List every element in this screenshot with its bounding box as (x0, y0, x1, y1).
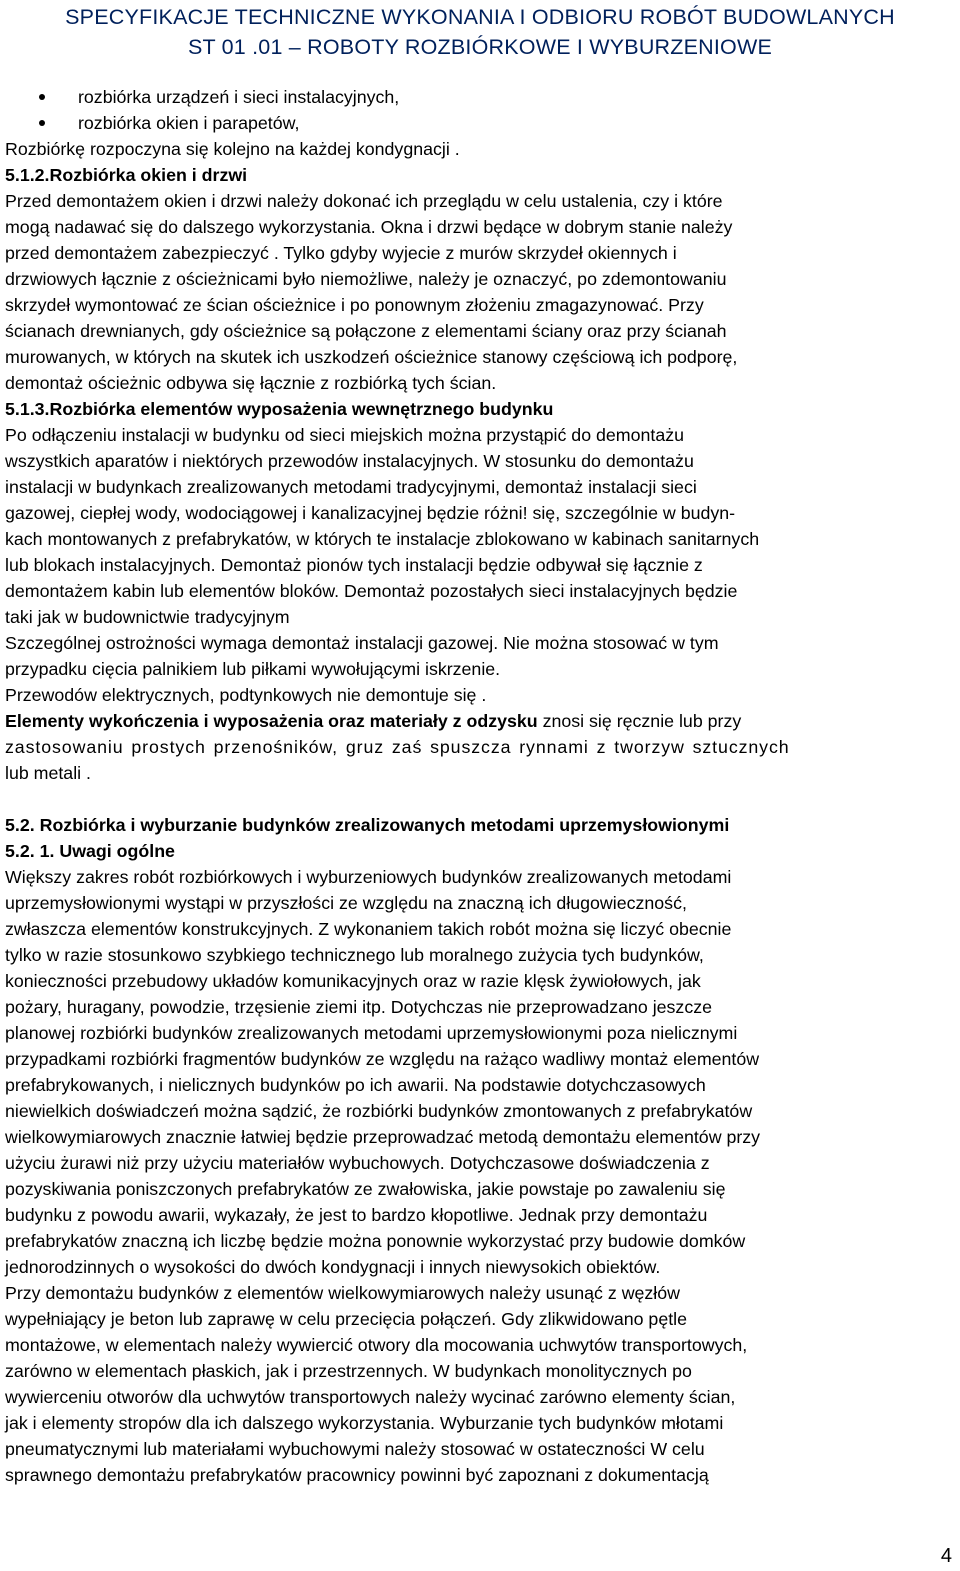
list-item (5, 110, 955, 136)
paragraph-line: jednorodzinnych o wysokości do dwóch kondygnacji i innych niewysokich obiektów. (5, 1257, 661, 1277)
paragraph-line: przed demontażem zabezpieczyć . Tylko gdyby wyjecie z murów skrzydeł okiennych i (5, 243, 677, 263)
paragraph-line: skrzydeł wymontować ze ścian ościeżnice i po ponownym złożeniu zmagazynować. Przy (5, 295, 704, 315)
list-item-text: rozbiórka urządzeń i sieci instalacyjnych, (78, 87, 400, 107)
bullet-icon (39, 94, 45, 100)
paragraph-line: Przewodów elektrycznych, podtynkowych nie demontuje się . (5, 685, 487, 705)
paragraph-line: drzwiowych łącznie z ościeżnicami było niemożliwe, należy je oznaczyć, po zdemontowaniu (5, 269, 727, 289)
section-heading-5-1-2 (5, 162, 955, 188)
paragraph-line: Przy demontażu budynków z elementów wielkowymiarowych należy usunąć z węzłów (5, 1283, 680, 1303)
list-item-text: rozbiórka okien i parapetów, (78, 113, 300, 133)
paragraph-line: pozyskiwania poniszczonych prefabrykatów ze zwałowiska, jakie powstaje po zawaleniu się (5, 1179, 726, 1199)
paragraph-line: jak i elementy stropów dla ich dalszego wykorzystania. Wyburzanie tych budynków młotami (5, 1413, 724, 1433)
section-number: 5.1.2. (5, 165, 50, 185)
section-title: 5.2. Rozbiórka i wyburzanie budynków zrealizowanych metodami uprzemysłowionymi (5, 815, 730, 835)
paragraph-line: Rozbiórkę rozpoczyna się kolejno na każdej kondygnacji . (5, 139, 460, 159)
paragraph-line: sprawnego demontażu prefabrykatów pracownicy powinni być zapoznani z dokumentacją (5, 1465, 709, 1485)
paragraph-line: demontaż ościeżnic odbywa się łącznie z rozbiórką tych ścian. (5, 373, 497, 393)
paragraph-line: instalacji w budynkach zrealizowanych metodami tradycyjnymi, demontaż instalacji sieci (5, 477, 697, 497)
paragraph-line: ścianach drewnianych, gdy ościeżnice są połączone z elementami ściany oraz przy ścianah (5, 321, 727, 341)
section-title: 5.2. 1. Uwagi ogólne (5, 841, 175, 861)
paragraph-line (5, 708, 955, 734)
paragraph-line: lub blokach instalacyjnych. Demontaż pionów tych instalacji będzie odbywał się łącznie z (5, 555, 703, 575)
page-number: 4 (940, 1545, 952, 1567)
paragraph-line: planowej rozbiórki budynków zrealizowanych metodami uprzemysłowionymi poza nielicznymi (5, 1023, 738, 1043)
header-line-2: ST 01 .01 – ROBOTY ROZBIÓRKOWE I WYBURZENIOWE (187, 35, 773, 59)
paragraph-line: lub metali . (5, 763, 91, 783)
section-number: 5.1.3. (5, 399, 50, 419)
paragraph-line: zwłaszcza elementów konstrukcyjnych. Z wykonaniem takich robót można się liczyć obecnie (5, 919, 732, 939)
section-heading-5-2-1 (5, 838, 955, 864)
section-heading-5-1-3 (5, 396, 955, 422)
paragraph-line: mogą nadawać się do dalszego wykorzystania. Okna i drzwi będące w dobrym stanie należy (5, 217, 733, 237)
section-title: Rozbiórka elementów wyposażenia wewnętrznego budynku (49, 399, 554, 419)
paragraph-line: murowanych, w których na skutek ich uszkodzeń ościeżnice stanowy częściową ich podporę, (5, 347, 738, 367)
paragraph-line: przypadku cięcia palnikiem lub piłkami wywołującymi iskrzenie. (5, 659, 501, 679)
paragraph-line: kach montowanych z prefabrykatów, w których te instalacje zblokowano w kabinach sanitarnych (5, 529, 760, 549)
paragraph-line: Szczególnej ostrożności wymaga demontaż instalacji gazowej. Nie można stosować w tym (5, 633, 719, 653)
paragraph-text: znosi się ręcznie lub przy (537, 711, 742, 731)
paragraph-line: niewielkich doświadczeń można sądzić, że rozbiórki budynków zmontowanych z prefabrykatów (5, 1101, 753, 1121)
paragraph-line: zarówno w elementach płaskich, jak i przestrzennych. W budynkach monolitycznych po (5, 1361, 692, 1381)
paragraph-line: wywierceniu otworów dla uchwytów transportowych należy wycinać zarówno elementy ścian, (5, 1387, 736, 1407)
paragraph-line: wielkowymiarowych znacznie łatwiej będzie przeprowadzać metodą demontażu elementów przy (5, 1127, 761, 1147)
paragraph-line: konieczności przebudowy układów komunikacyjnych oraz w razie klęsk żywiołowych, jak (5, 971, 701, 991)
paragraph-line: prefabrykowanych, i nielicznych budynków po ich awarii. Na podstawie dotychczasowych (5, 1075, 706, 1095)
header-line-1: SPECYFIKACJE TECHNICZNE WYKONANIA I ODBIORU ROBÓT BUDOWLANYCH (65, 5, 895, 29)
paragraph-line: wszystkich aparatów i niektórych przewodów instalacyjnych. W stosunku do demontażu (5, 451, 694, 471)
paragraph-line: Większy zakres robót rozbiórkowych i wyburzeniowych budynków zrealizowanych metodami (5, 867, 732, 887)
paragraph-line: budynku z powodu awarii, wykazały, że jest to bardzo kłopotliwe. Jednak przy demontażu (5, 1205, 708, 1225)
section-heading-5-2 (5, 812, 955, 838)
paragraph-line: tylko w razie stosunkowo szybkiego technicznego lub moralnego zużycia tych budynków, (5, 945, 704, 965)
paragraph-line: zastosowaniu prostych przenośników, gruz zaś spuszcza rynnami z tworzyw sztucznych (5, 737, 790, 757)
paragraph-line: taki jak w budownictwie tradycyjnym (5, 607, 290, 627)
paragraph-line: Po odłączeniu instalacji w budynku od sieci miejskich można przystąpić do demontażu (5, 425, 684, 445)
paragraph-line: użyciu żurawi niż przy użyciu materiałów wybuchowych. Dotychczasowe doświadczenia z (5, 1153, 710, 1173)
document-body (5, 84, 955, 1488)
list-item (5, 84, 955, 110)
paragraph-line: pneumatycznymi lub materiałami wybuchowymi należy stosować w ostateczności W celu (5, 1439, 705, 1459)
paragraph-line: prefabrykatów znaczną ich liczbę będzie można ponownie wykorzystać przy budowie domków (5, 1231, 746, 1251)
bullet-icon (39, 120, 45, 126)
page-header (0, 2, 960, 62)
paragraph-line: przypadkami rozbiórki fragmentów budynków ze względu na rażąco wadliwy montaż elementów (5, 1049, 760, 1069)
blank-line (5, 786, 955, 812)
paragraph-line: uprzemysłowionymi wystąpi w przyszłości ze względu na znaczną ich długowieczność, (5, 893, 687, 913)
bold-phrase: Elementy wykończenia i wyposażenia oraz materiały z odzysku (5, 711, 538, 731)
paragraph-line: pożary, huragany, powodzie, trzęsienie ziemi itp. Dotychczas nie przeprowadzano jeszcze (5, 997, 712, 1017)
paragraph-line: montażowe, w elementach należy wywiercić otwory dla mocowania uchwytów transportowych, (5, 1335, 748, 1355)
paragraph-line: gazowej, ciepłej wody, wodociągowej i kanalizacyjnej będzie różni! się, szczególnie w budyn- (5, 503, 736, 523)
paragraph-line: Przed demontażem okien i drzwi należy dokonać ich przeglądu w celu ustalenia, czy i które (5, 191, 723, 211)
paragraph-line: wypełniający je beton lub zaprawę w celu przecięcia połączeń. Gdy zlikwidowano pętle (5, 1309, 687, 1329)
paragraph-line: demontażem kabin lub elementów bloków. Demontaż pozostałych sieci instalacyjnych będzie (5, 581, 738, 601)
section-title: Rozbiórka okien i drzwi (49, 165, 248, 185)
